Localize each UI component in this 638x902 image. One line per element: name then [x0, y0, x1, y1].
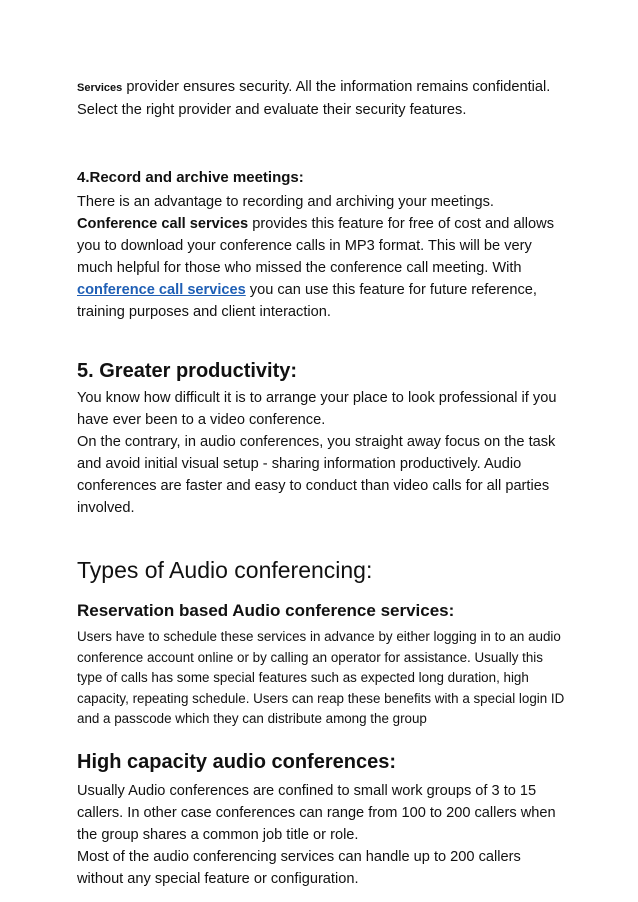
section-5-paragraph-1: You know how difficult it is to arrange your place to look professional if you have ever been to a video conference. [77, 390, 557, 428]
high-capacity-heading: High capacity audio conferences: [77, 750, 396, 773]
section-5-heading: 5. Greater productivity: [77, 360, 298, 382]
section-5-paragraph-2: On the contrary, in audio conferences, you straight away focus on the task and avoid initial visual setup - sharing information productively. Audio conferences are faster and easy to conduct than video calls for all parties involved. [77, 434, 556, 516]
intro-line-1: provider ensures security. All the information remains confidential. [122, 79, 551, 95]
reservation-heading: Reservation based Audio conference services: [77, 601, 455, 620]
conference-call-services-link[interactable]: conference call services [77, 282, 246, 298]
section-4-heading: 4.Record and archive meetings: [77, 169, 304, 186]
intro-lead-bold: Services [77, 82, 123, 94]
document-page [77, 76, 567, 890]
section-4-paragraph [77, 191, 567, 323]
section-4-text-3: you can use this feature for future reference, training purposes and client interaction. [77, 282, 537, 320]
section-4-text-1: There is an advantage to recording and archiving your meetings. [77, 194, 494, 210]
types-heading: Types of Audio conferencing: [77, 557, 373, 583]
intro-line-2: Select the right provider and evaluate their security features. [77, 102, 467, 118]
high-capacity-paragraph-1: Usually Audio conferences are confined to small work groups of 3 to 15 callers. In other case conferences can range from 100 to 200 callers when the group shares a common job title or role. [77, 782, 556, 843]
high-capacity-paragraph-2: Most of the audio conferencing services can handle up to 200 callers without any special feature or configuration. [77, 848, 521, 887]
section-4-bold-conference-call-services: Conference call services [77, 216, 249, 232]
reservation-paragraph: Users have to schedule these services in advance by either logging in to an audio conference account online or by calling an operator for assistance. Usually this type of calls has some special features such as expected long duration, high capacity, repeating schedule. Users can reap these benefits with a special login ID and a passcode which they can distribute among the group [77, 629, 565, 726]
section-4-text-2: provides this feature for free of cost and allows you to download your conference calls in MP3 format. This will be very much helpful for those who missed the conference call meeting. With [77, 216, 554, 276]
intro-paragraph [77, 76, 567, 121]
